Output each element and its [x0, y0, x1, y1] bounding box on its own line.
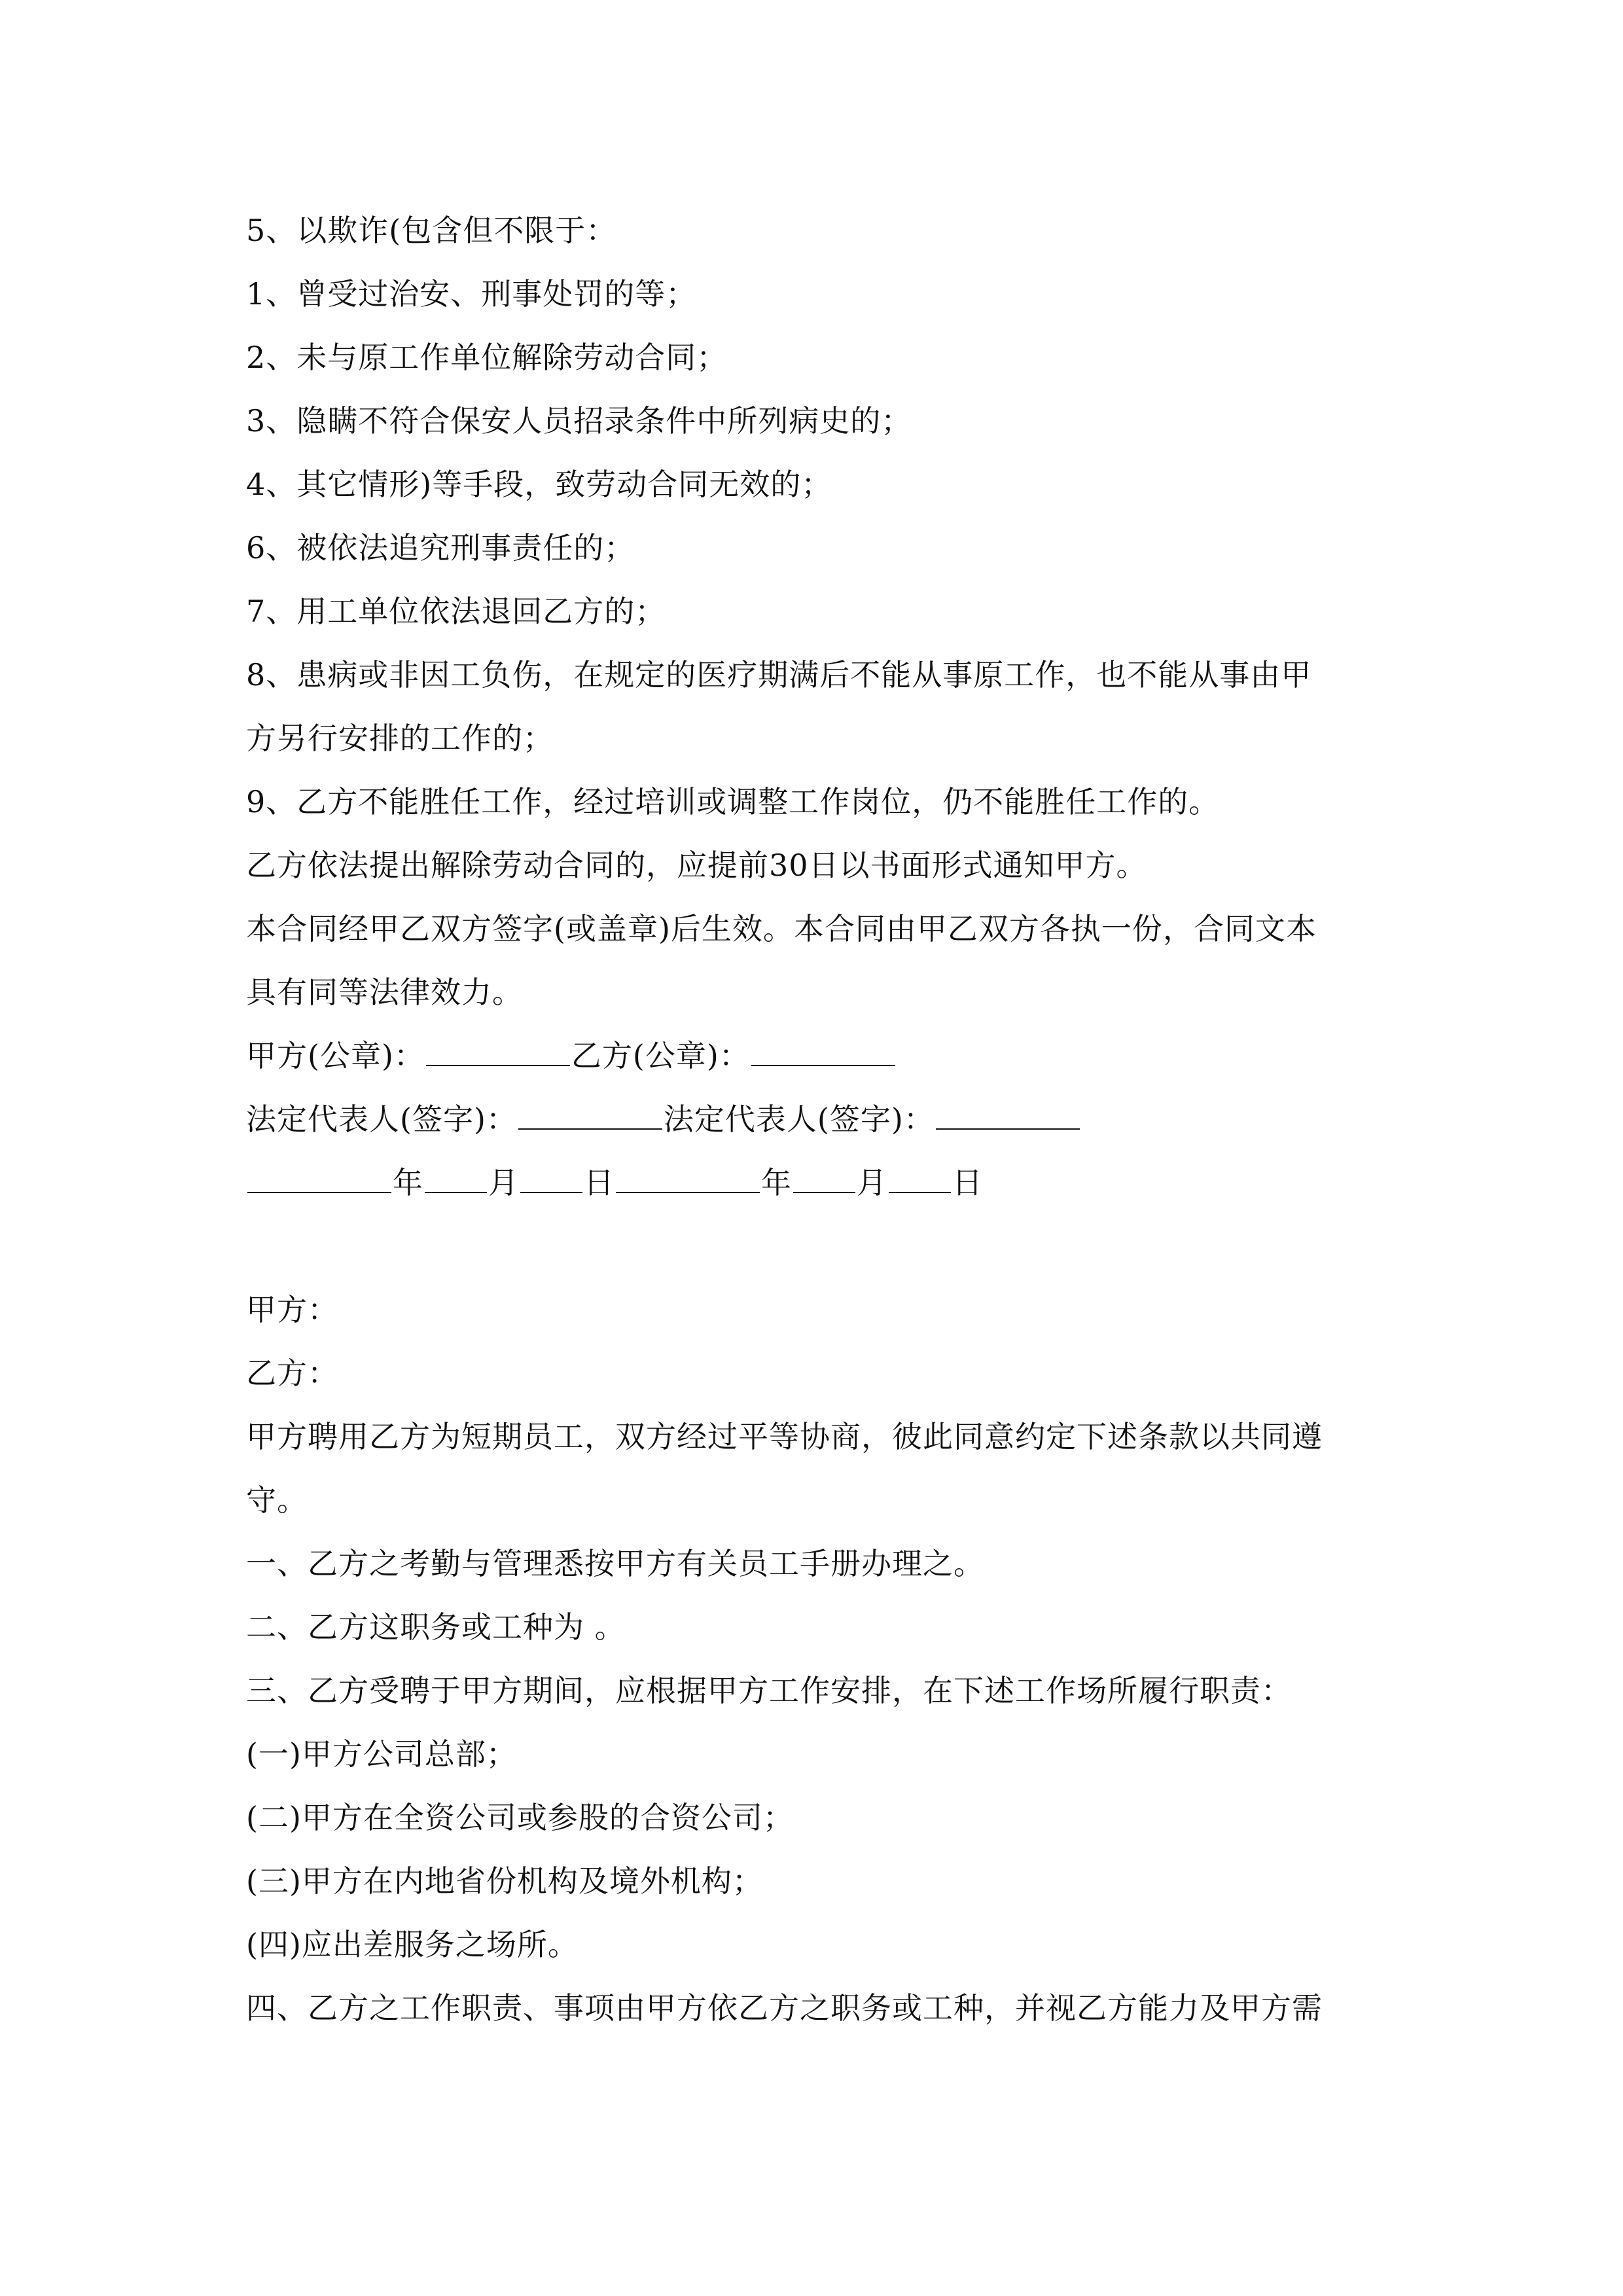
- clause-line: 甲方聘用乙方为短期员工，双方经过平等协商，彼此同意约定下述条款以共同遵: [246, 1419, 1323, 1454]
- party-b-month-blank[interactable]: [793, 1158, 855, 1193]
- party-b-rep-blank[interactable]: [936, 1094, 1080, 1130]
- party-b-rep-label: 法定代表人(签字)：: [663, 1102, 935, 1137]
- party-a-year-blank[interactable]: [247, 1158, 391, 1193]
- year-label: 年: [393, 1165, 423, 1200]
- clause-line: 1、曾受过治安、刑事处罚的等；: [246, 276, 697, 312]
- clause-line: 二、乙方这职务或工种为 。: [246, 1609, 626, 1645]
- clause-line: 8、患病或非因工负伤，在规定的医疗期满后不能从事原工作，也不能从事由甲: [246, 657, 1312, 692]
- party-a-rep-label: 法定代表人(签字)：: [246, 1102, 517, 1137]
- date-line: [246, 1151, 1385, 1215]
- party-b-seal-label: 乙方(公章)：: [571, 1038, 750, 1073]
- clause-line: 方另行安排的工作的；: [246, 721, 554, 756]
- clause-line: 3、隐瞒不符合保安人员招录条件中所列病史的；: [246, 403, 912, 439]
- clause-line: (一)甲方公司总部；: [246, 1736, 517, 1772]
- clause-line: 6、被依法追究刑事责任的；: [246, 530, 635, 565]
- clause-line: 2、未与原工作单位解除劳动合同；: [246, 340, 728, 375]
- clause-line: 四、乙方之工作职责、事项由甲方依乙方之职务或工种，并视乙方能力及甲方需: [246, 1990, 1323, 2026]
- document-body: [246, 199, 1385, 2040]
- clause-line: (二)甲方在全资公司或参股的合资公司；: [246, 1800, 794, 1835]
- clause-line: (四)应出差服务之场所。: [246, 1927, 579, 1962]
- clause-line: 7、用工单位依法退回乙方的；: [246, 594, 666, 629]
- party-b-year-blank[interactable]: [616, 1158, 760, 1193]
- year-label: 年: [761, 1165, 792, 1200]
- party-b-line: 乙方：: [246, 1355, 338, 1391]
- clause-line: 一、乙方之考勤与管理悉按甲方有关员工手册办理之。: [246, 1546, 984, 1581]
- party-a-line: 甲方：: [246, 1292, 338, 1327]
- party-a-seal-label: 甲方(公章)：: [246, 1038, 425, 1073]
- month-label: 月: [857, 1165, 887, 1200]
- party-b-seal-blank[interactable]: [751, 1031, 895, 1066]
- party-b-day-blank[interactable]: [889, 1158, 951, 1193]
- party-a-rep-blank[interactable]: [518, 1094, 662, 1130]
- clause-line: (三)甲方在内地省份机构及境外机构；: [246, 1863, 763, 1899]
- party-a-day-blank[interactable]: [520, 1158, 582, 1193]
- clause-line: 5、以欺诈(包含但不限于：: [246, 213, 617, 248]
- seal-signature-line: [246, 1024, 1385, 1088]
- section-gap: [246, 1215, 1385, 1278]
- party-a-month-blank[interactable]: [425, 1158, 487, 1193]
- clause-line: 乙方依法提出解除劳动合同的，应提前30日以书面形式通知甲方。: [246, 848, 1147, 883]
- clause-line: 具有同等法律效力。: [246, 975, 523, 1010]
- clause-line: 9、乙方不能胜任工作，经过培训或调整工作岗位，仍不能胜任工作的。: [246, 784, 1220, 819]
- month-label: 月: [488, 1165, 519, 1200]
- day-label: 日: [952, 1165, 983, 1200]
- clause-line: 三、乙方受聘于甲方期间，应根据甲方工作安排，在下述工作场所履行职责：: [246, 1673, 1292, 1708]
- clause-line: 4、其它情形)等手段，致劳动合同无效的；: [246, 467, 832, 502]
- clause-line: 本合同经甲乙双方签字(或盖章)后生效。本合同由甲乙双方各执一份，合同文本: [246, 911, 1317, 946]
- representative-signature-line: [246, 1088, 1385, 1151]
- day-label: 日: [584, 1165, 615, 1200]
- party-a-seal-blank[interactable]: [426, 1031, 570, 1066]
- clause-line: 守。: [246, 1482, 308, 1518]
